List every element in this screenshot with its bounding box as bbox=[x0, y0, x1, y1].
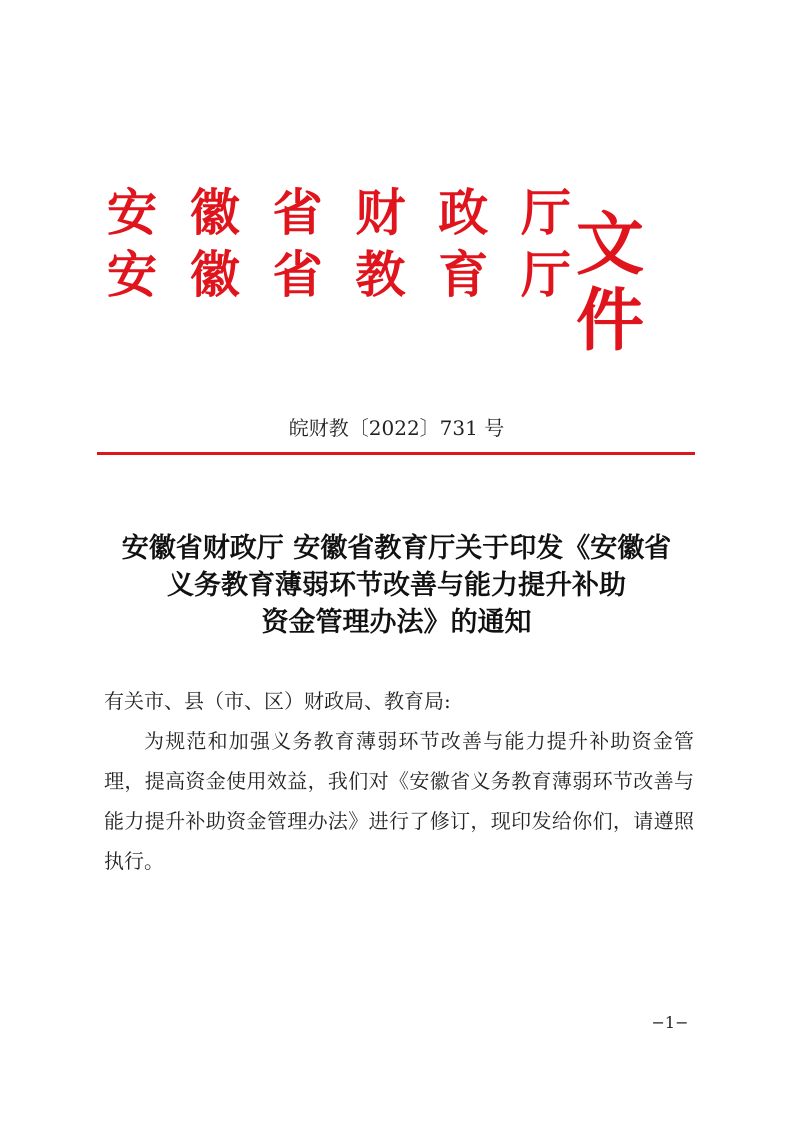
document-header bbox=[104, 183, 704, 361]
issuing-org-finance bbox=[104, 185, 574, 241]
org-char: 徽 bbox=[189, 183, 240, 242]
org-char: 育 bbox=[438, 245, 489, 304]
red-divider bbox=[97, 452, 695, 455]
title-line: 安徽省财政厅 安徽省教育厅关于印发《安徽省 bbox=[121, 533, 672, 564]
org-char: 安 bbox=[107, 183, 157, 242]
page-number: −1− bbox=[651, 1013, 689, 1032]
org-char: 教 bbox=[355, 245, 406, 304]
document-body bbox=[104, 681, 694, 881]
org-char: 政 bbox=[438, 183, 489, 242]
document-suffix: 文件 bbox=[576, 205, 645, 361]
body-paragraph: 为规范和加强义务教育薄弱环节改善与能力提升补助资金管理，提高资金使用效益，我们对《安徽省义务教育薄弱环节改善与能力提升补助资金管理办法》进行了修订，现印发给你们，请遵照执行。 bbox=[104, 729, 694, 873]
org-char: 徽 bbox=[189, 245, 240, 304]
document-number: 皖财教〔2022〕731 号 bbox=[288, 416, 505, 440]
document-title bbox=[80, 530, 713, 641]
addressee: 有关市、县（市、区）财政局、教育局: bbox=[104, 689, 451, 713]
org-char: 厅 bbox=[520, 245, 571, 304]
title-line: 义务教育薄弱环节改善与能力提升补助 bbox=[167, 570, 626, 601]
org-char: 省 bbox=[272, 245, 323, 304]
title-line: 资金管理办法》的通知 bbox=[261, 607, 532, 638]
org-char: 省 bbox=[272, 183, 323, 242]
issuing-org-education bbox=[104, 247, 574, 303]
org-char: 财 bbox=[355, 183, 406, 242]
org-char: 厅 bbox=[520, 183, 571, 242]
org-char: 安 bbox=[107, 245, 157, 304]
